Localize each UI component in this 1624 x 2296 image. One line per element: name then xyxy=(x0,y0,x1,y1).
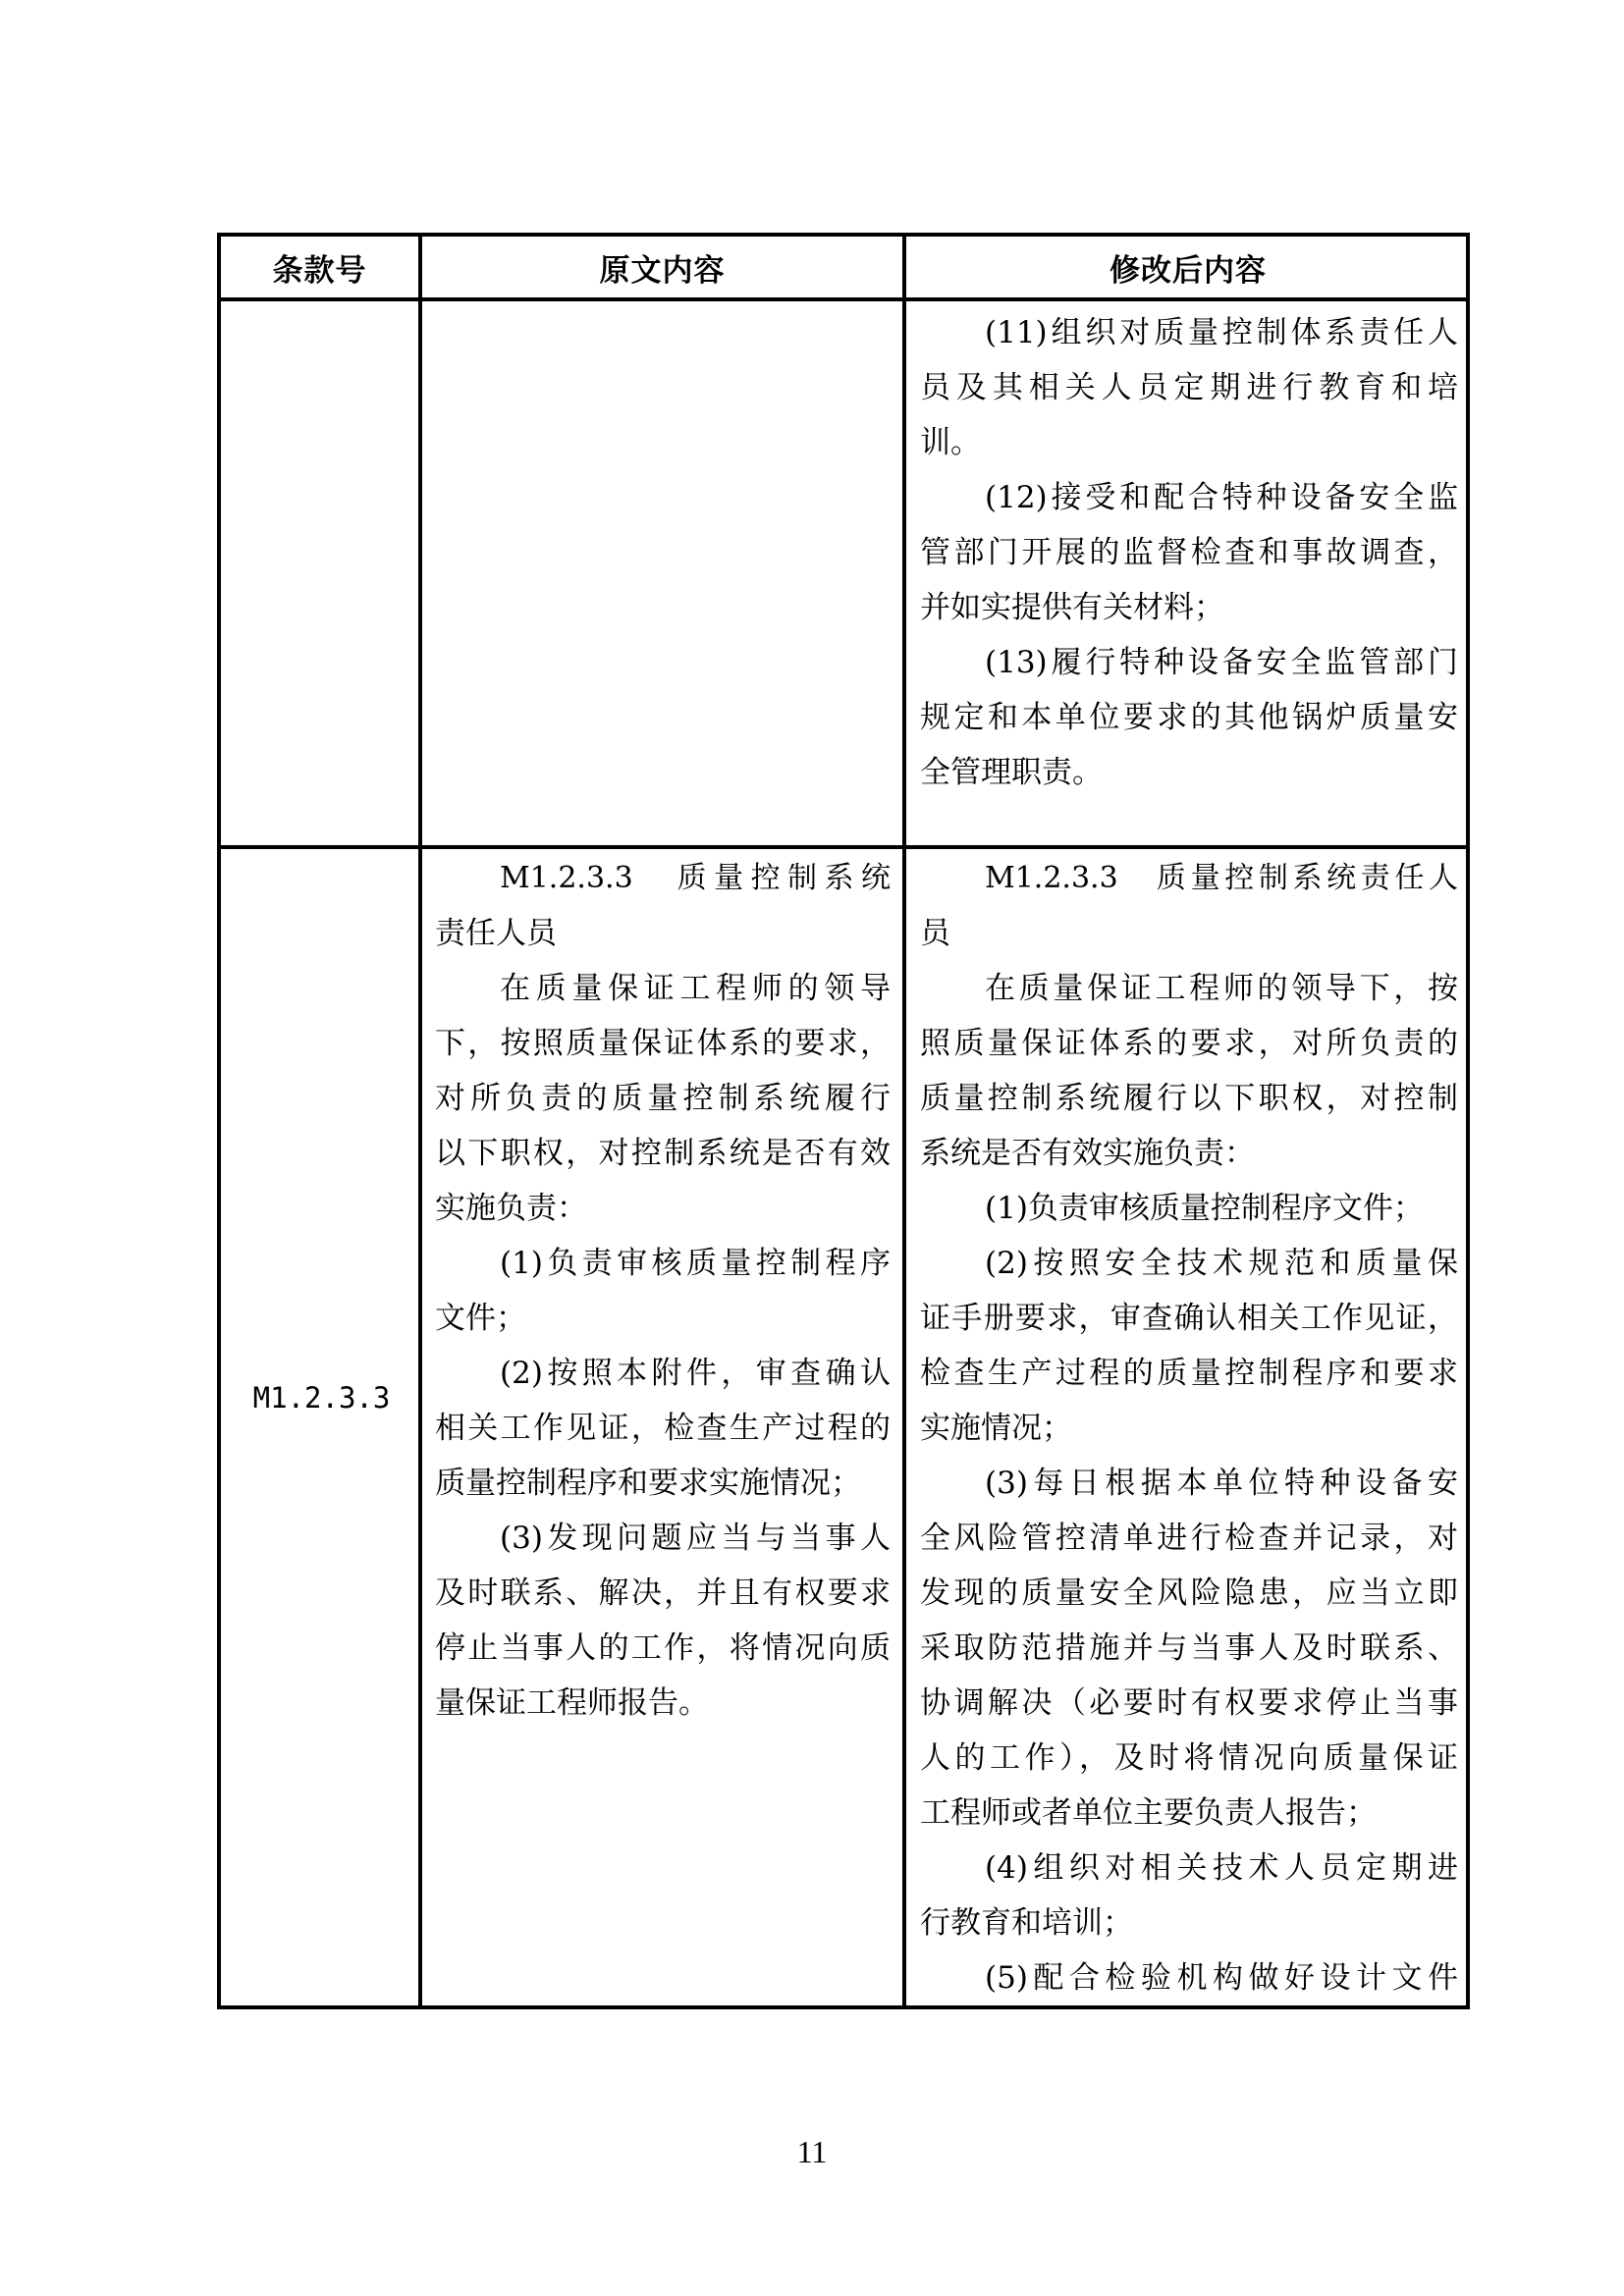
revised-text-line: 并如实提供有关材料； xyxy=(920,590,1224,625)
original-text-line: 实施负责： xyxy=(435,1191,587,1226)
revised-text-line: 训。 xyxy=(920,425,981,460)
row2-revised-cell xyxy=(920,849,1458,2009)
original-text-line: 质量控制程序和要求实施情况； xyxy=(435,1466,861,1501)
revised-text-line: 规定和本单位要求的其他锅炉质量安 xyxy=(920,700,1458,735)
original-text-line: 下，按照质量保证体系的要求， xyxy=(435,1026,891,1061)
revised-text-line: 照质量保证体系的要求，对所负责的 xyxy=(920,1026,1458,1061)
revised-text-line: 工程师或者单位主要负责人报告； xyxy=(920,1795,1377,1831)
revised-text-line: 行教育和培训； xyxy=(920,1905,1133,1941)
revised-text-line: (11)组织对质量控制体系责任人 xyxy=(985,315,1458,350)
revised-text-line: 员及其相关人员定期进行教育和培 xyxy=(920,370,1458,405)
revised-text-line: (1)负责审核质量控制程序文件； xyxy=(985,1191,1424,1226)
revised-text-line: 质量控制系统履行以下职权，对控制 xyxy=(920,1081,1458,1116)
revised-text-line: (2)按照安全技术规范和质量保 xyxy=(985,1246,1458,1281)
revised-text-line: 实施情况； xyxy=(920,1411,1072,1446)
header-original-content: 原文内容 xyxy=(599,252,726,289)
revised-text-line: (13)履行特种设备安全监管部门 xyxy=(985,645,1458,680)
header-revised-content: 修改后内容 xyxy=(1110,252,1267,289)
row1-original-cell xyxy=(422,301,902,845)
original-text-line: 文件； xyxy=(435,1301,526,1336)
revised-text-line: 人的工作），及时将情况向质量保证 xyxy=(920,1740,1458,1776)
original-text-line: (3)发现问题应当与当事人 xyxy=(500,1521,891,1556)
revised-text-line: 协调解决（必要时有权要求停止当事 xyxy=(920,1685,1458,1721)
revised-text-line: 采取防范措施并与当事人及时联系、 xyxy=(920,1630,1458,1666)
row1-clause-cell xyxy=(221,301,418,845)
original-text-line: 停止当事人的工作，将情况向质 xyxy=(435,1630,891,1666)
original-text-line: 量保证工程师报告。 xyxy=(435,1685,709,1721)
original-text-line: 相关工作见证，检查生产过程的 xyxy=(435,1411,891,1446)
original-text-line: (1)负责审核质量控制程序 xyxy=(500,1246,891,1281)
revised-text-line: M1.2.3.3 质量控制系统责任人 xyxy=(985,861,1458,895)
revised-text-line: 证手册要求，审查确认相关工作见证， xyxy=(920,1301,1458,1336)
revised-text-line: 检查生产过程的质量控制程序和要求 xyxy=(920,1356,1458,1391)
original-text-line: M1.2.3.3 质量控制系统 xyxy=(500,861,891,895)
original-text-line: 对所负责的质量控制系统履行 xyxy=(435,1081,891,1116)
row2-clause-cell xyxy=(221,849,418,2009)
revised-text-line: (5)配合检验机构做好设计文件 xyxy=(985,1960,1458,1996)
row1-revised-cell xyxy=(920,301,1458,845)
revised-text-line: 全管理职责。 xyxy=(920,755,1103,790)
revised-text-line: 发现的质量安全风险隐患，应当立即 xyxy=(920,1575,1458,1611)
header-clause-number: 条款号 xyxy=(272,252,367,289)
revised-text-line: 全风险管控清单进行检查并记录，对 xyxy=(920,1521,1458,1556)
revised-text-line: (3)每日根据本单位特种设备安 xyxy=(985,1466,1458,1501)
row2-original-cell xyxy=(435,849,891,2009)
original-text-line: 在质量保证工程师的领导 xyxy=(500,971,891,1006)
revision-comparison-table xyxy=(217,233,1470,2009)
original-text-line: 及时联系、解决，并且有权要求 xyxy=(435,1575,891,1611)
revised-text-line: (12)接受和配合特种设备安全监 xyxy=(985,480,1458,515)
revised-text-line: (4)组织对相关技术人员定期进 xyxy=(985,1850,1458,1886)
page-number: 11 xyxy=(796,2134,828,2169)
original-text-line: (2)按照本附件，审查确认 xyxy=(500,1356,891,1391)
revised-text-line: 系统是否有效实施负责： xyxy=(920,1136,1255,1171)
revised-text-line: 员 xyxy=(920,916,950,951)
original-text-line: 以下职权，对控制系统是否有效 xyxy=(435,1136,891,1171)
revised-text-line: 在质量保证工程师的领导下，按 xyxy=(985,971,1458,1006)
clause-number: M1.2.3.3 xyxy=(252,1381,391,1415)
revised-text-line: 管部门开展的监督检查和事故调查， xyxy=(920,535,1458,570)
original-text-line: 责任人员 xyxy=(435,916,557,951)
column-divider-2 xyxy=(902,237,906,2005)
